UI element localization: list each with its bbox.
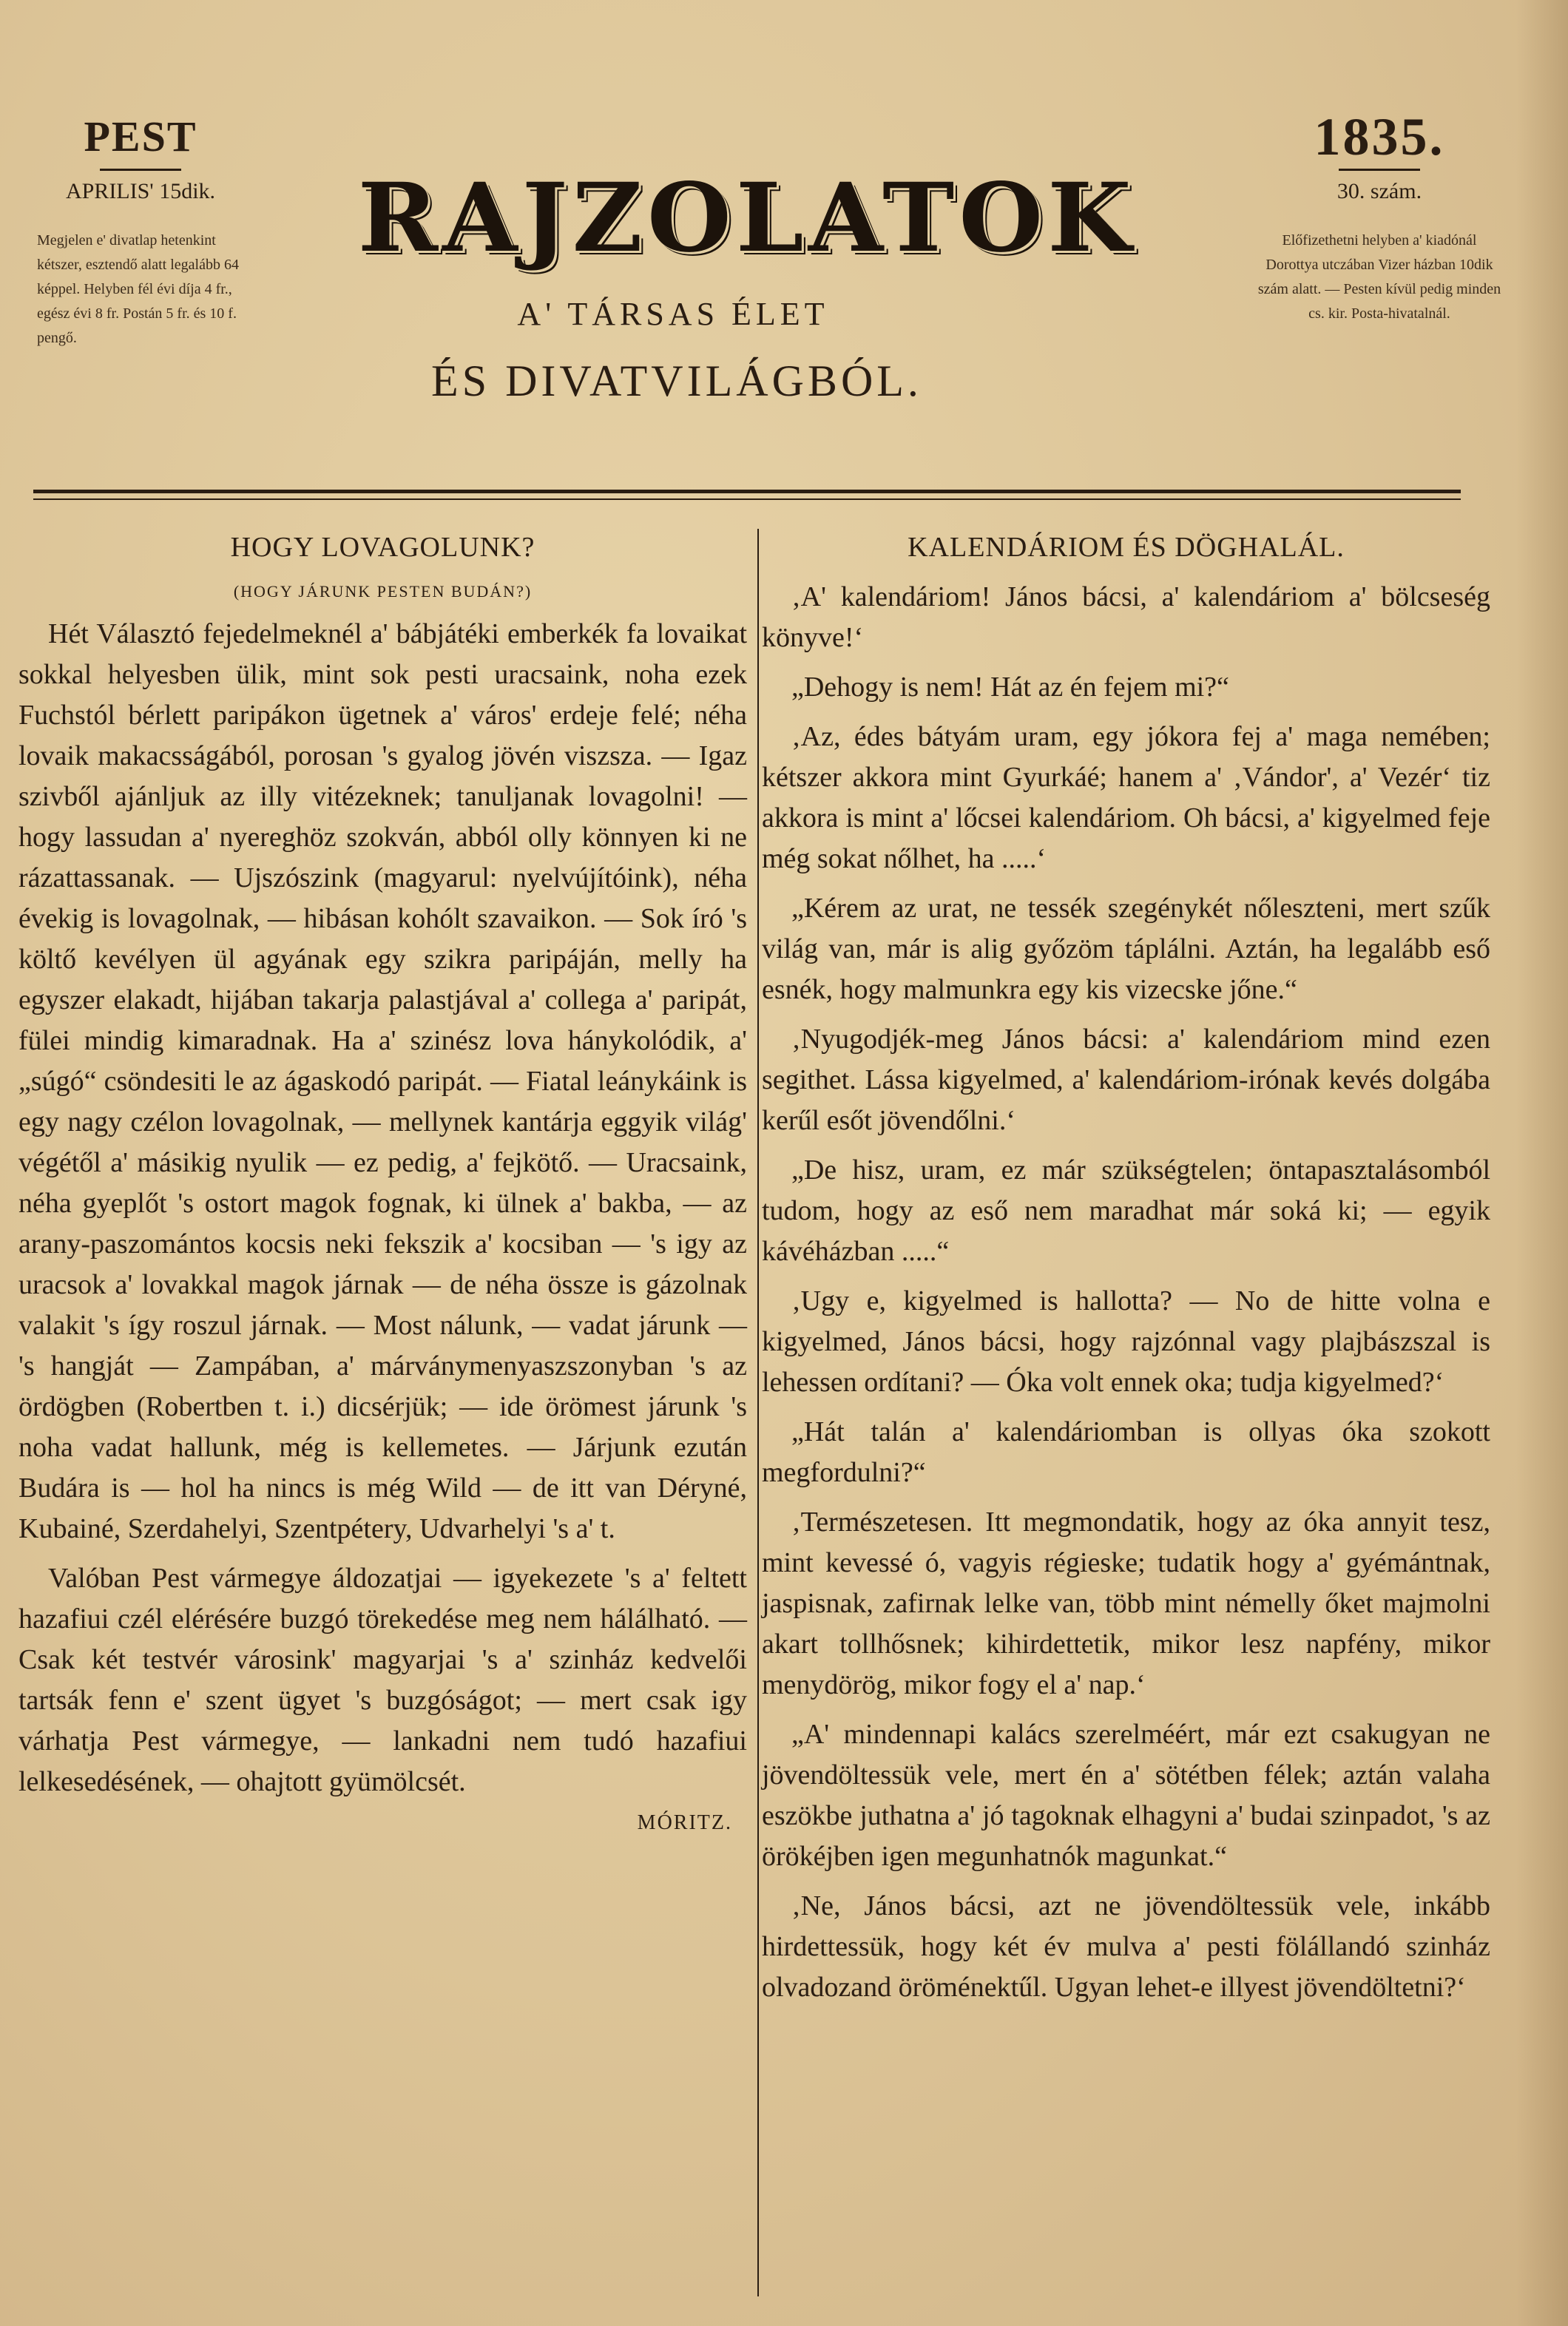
subscription-location-note: Előfizethetni helyben a' kiadónál Dorottya utczában Vizer házban 10dik szám alatt. — Pesten kívül pedig minden cs. kir. Posta-hivatalnál. (1257, 232, 1501, 322)
masthead-left-rule (100, 169, 181, 171)
article-left-subheading: (HOGY JÁRUNK PESTEN BUDÁN?) (233, 582, 533, 601)
newspaper-subtitle-line-2: ÉS DIVATVILÁGBÓL. (431, 356, 922, 405)
masthead-rule-thin (33, 498, 1461, 500)
article-left-heading: HOGY LOVAGOLUNK? (230, 532, 535, 563)
paragraph: „A' mindennapi kalács szerelméért, már ezt csakugyan ne jövendöltessük vele, mert én a' sötétben félek; aztán valaha eszökbe juthatna a' jó tagoknak elhagyni a' budai szinpadot, 's az örökéjben igen megunhatnók magunkat.“ (762, 1719, 1490, 1872)
paragraph: ‚Ugy e, kigyelmed is hallotta? — No de hitte volna e kigyelmed, János bácsi, hogy rajzónnal vagy plajbászszal is lehessen ordítani? — Óka volt ennek oka; tudja kigyelmed?‘ (762, 1285, 1490, 1398)
paragraph: ‚A' kalendáriom! János bácsi, a' kalendáriom a' bölcseség könyve!‘ (762, 581, 1490, 653)
article-left-body (18, 614, 747, 1834)
paragraph: ‚Az, édes bátyám uram, egy jókora fej a' maga nemében; kétszer akkora mint Gyurkáé; hanem a' ‚Vándor', a' Vezér‘ tiz akkora is mint a' lőcsei kalendáriom. Oh bácsi, a' kigyelmed feje még sokat nőlhet, ha .....‘ (762, 721, 1490, 874)
article-right (762, 525, 1490, 2008)
article-right-body (762, 577, 1490, 2008)
page-edge-shadow (1516, 0, 1568, 2326)
paragraph: „Dehogy is nem! Hát az én fejem mi?“ (791, 672, 1229, 703)
masthead-right-rule (1339, 169, 1420, 171)
masthead-year: 1835. (1314, 107, 1445, 166)
article-right-heading: KALENDÁRIOM ÉS DÖGHALÁL. (908, 532, 1345, 563)
masthead-issue-number: 30. szám. (1336, 179, 1422, 203)
paragraph: „De hisz, uram, ez már szükségtelen; öntapasztalásomból tudom, hogy az eső nem maradhat már soká ki; — egyik kávéházban .....“ (762, 1154, 1490, 1267)
article-left (18, 525, 747, 1843)
newspaper-title: RAJZOLATOK (357, 163, 1137, 274)
paragraph: ‚Nyugodjék-meg János bácsi: a' kalendáriom mind ezen segithet. Lássa kigyelmed, a' kalendáriom-irónak kevés dolgába kerűl esőt jövendőlni.‘ (762, 1024, 1490, 1136)
masthead-date: APRILIS' 15dik. (65, 179, 216, 203)
paragraph: Hét Választó fejedelmeknél a' bábjátéki emberkék fa lovaikat sokkal helyesben ülik, mint sok pesti uracsaink, noha ezek Fuchstól bérlett paripákon ügetnek a' város' erdeje felé; néha lovaik makacsságából, porosan 's gyalog jövén viszsza. — Igaz szivből ajánljuk az illy vitézeknek; tanuljanak lovagolni! — hogy lassudan a' nyereghöz szokván, abból olly könnyen ki ne rázattassanak. — Ujszószink (magyarul: nyelvújítóink), néha évekig is lovagolnak, — hibásan kohólt szavaikon. — Sok író 's költő kevélyen ül agyának egy szikra paripáján, melly ha egyszer elakadt, hijában takarja palastjával a' collega a' paripát, fülei mindig kimaradnak. Ha a' szinész lova hánykolódik, a' „súgó“ csöndesiti le az ágaskodó paripát. — Fiatal leánykáink is egy nagy czélon lovagolnak, — mellynek kantárja eggyik világ' végétől a' másikig nyulik — ez pedig, a' fejkötő. — Uracsaink, néha gyeplőt 's ostort magok fognak, ki ülnek a' bakba, — az arany-paszomántos kocsis neki fekszik a' kocsiban — 's igy az uracsok a' lovakkal magok járnak — de néha össze is gázolnak valakit 's így roszul járnak. — Most nálunk, — vadat járunk — 's hangját — Zampában, a' márványmenyaszszonyban 's az ördögben (Robertben t. i.) dicsérjük; — ide örömest járunk 's noha vadat hallunk, még is kellemetes. — Járjunk ezután Budára is — hol ha nincs is még Wild — de itt van Déryné, Kubainé, Szerdahelyi, Szentpétery, Udvarhelyi 's a' t. (18, 618, 747, 1544)
masthead-rule-thick (33, 490, 1461, 493)
paragraph: „Hát talán a' kalendáriomban is ollyas óka szokott megfordulni?“ (762, 1416, 1490, 1488)
paragraph: ‚Ne, János bácsi, azt ne jövendöltessük vele, inkább hirdettessük, hogy két év mulva a' pesti fölállandó szinház olvadozand öröménektűl. Ugyan lehet-e illyest jövendöltetni?‘ (762, 1890, 1490, 2003)
article-signature: MÓRITZ. (637, 1811, 732, 1834)
paragraph: ‚Természetesen. Itt megmondatik, hogy az óka annyit tesz, mint kevessé ó, vagyis régieske; tudatik hogy a' gyémántnak, jaspisnak, zafirnak lelke van, több mint némelly őket majmolni akart tollhősnek; kihirdettetik, mikor lesz napfény, mikor menydörög, mikor fogy el a' nap.‘ (762, 1507, 1490, 1700)
newspaper-subtitle-line-1: A' TÁRSAS ÉLET (517, 296, 829, 332)
subscription-note: Megjelen e' divatlap hetenkint kétszer, esztendő alatt legalább 64 képpel. Helyben fél évi díja 4 fr., egész évi 8 fr. Postán 5 fr. és 10 f. pengő. (37, 232, 239, 346)
masthead-right (1257, 107, 1501, 326)
masthead-city: PEST (84, 112, 197, 160)
column-divider (757, 529, 759, 2296)
paragraph: „Kérem az urat, ne tessék szegénykét nőleszteni, mert szűk világ van, már is alig győzöm táplálni. Aztán, ha legalább eső esnék, hogy malmunkra egy kis vizecske jőne.“ (762, 893, 1490, 1005)
masthead-center (311, 163, 1183, 410)
paragraph: Valóban Pest vármegye áldozatjai — igyekezete 's a' feltett hazafiui czél elérésére buzgó törekedése meg nem hálálható. — Csak két testvér városink' magyarjai 's a' szinház kedvelői tartsák fenn e' szent ügyet 's buzgóságot; — mert csak igy várhatja Pest vármegye, — lankadni nem tudó hazafiui lelkesedésének, — ohajtott gyümölcsét. (18, 1563, 747, 1797)
